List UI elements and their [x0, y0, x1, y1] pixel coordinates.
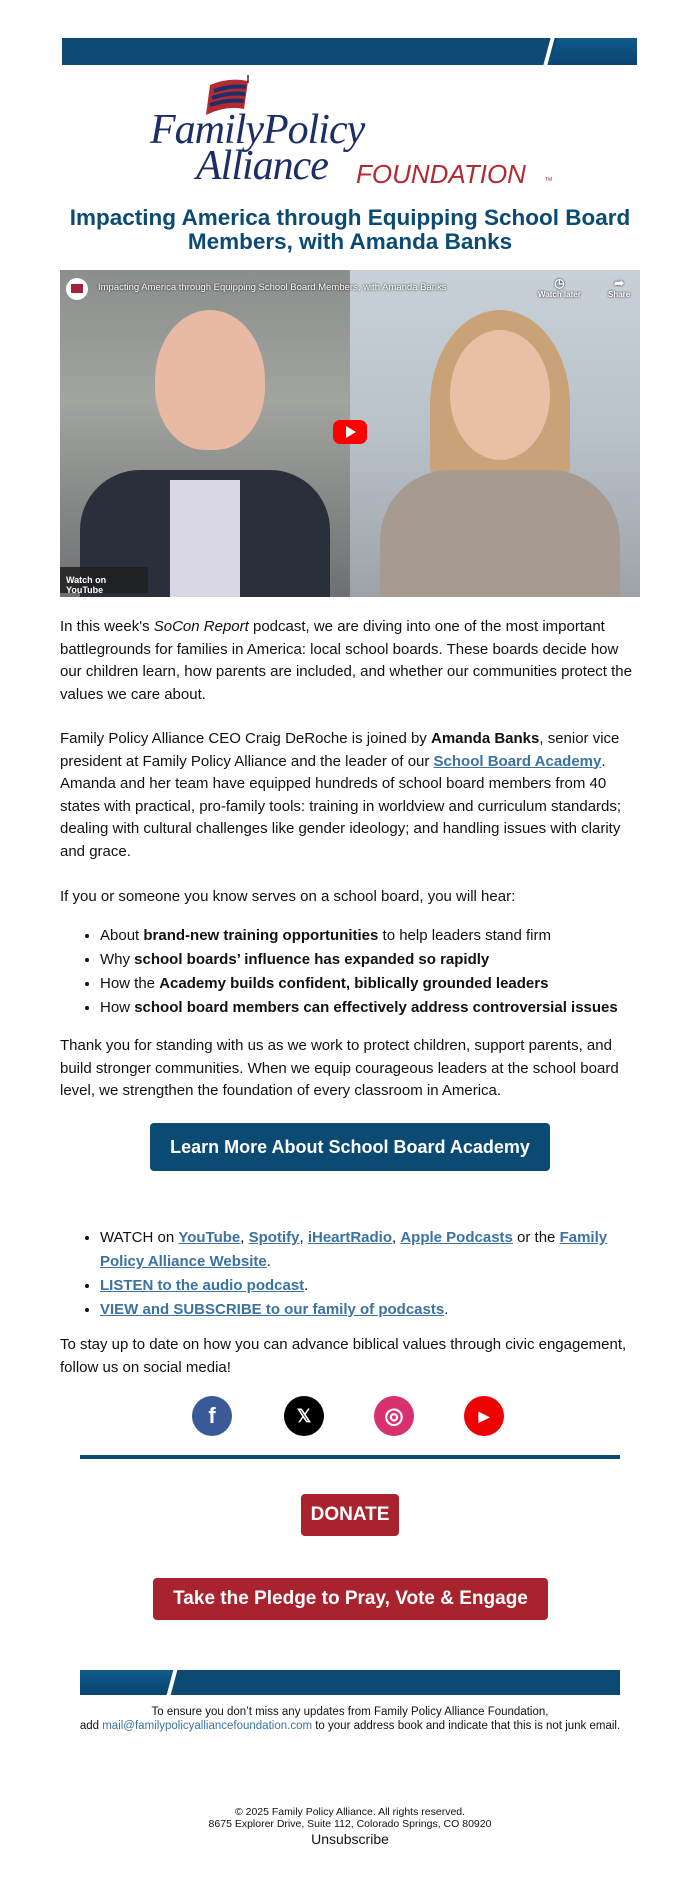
spotify-link[interactable]: Spotify: [248, 1229, 300, 1246]
donate-button[interactable]: DONATE: [301, 1494, 399, 1536]
copyright: © 2025 Family Policy Alliance. All rights reserved.: [234, 1806, 466, 1818]
header-banner: [62, 38, 637, 65]
iheartradio-link[interactable]: iHeartRadio: [307, 1229, 392, 1246]
video-right-pane: [350, 270, 640, 597]
video-left-pane: [60, 270, 350, 597]
logo-tm: TM: [545, 177, 553, 183]
guest-paragraph: Family Policy Alliance CEO Craig DeRoche is joined by Amanda Banks, senior vice president at Family Policy Alliance and the leader of our School Board Academy. Amanda and her team have equipped hundreds of school board members from 40 states with practical, pro-family tools: training in worldview and curriculum standards; dealing with cultural challenges like gender ideology; and handling issues with clarity and grace.: [60, 730, 622, 860]
subscribe-link[interactable]: VIEW and SUBSCRIBE to our family of podcasts: [100, 1301, 445, 1318]
email-link[interactable]: mail@familypolicyalliancefoundation.com: [102, 1720, 313, 1732]
school-board-academy-link[interactable]: School Board Academy: [433, 752, 602, 770]
youtube-logo: YouTube: [66, 585, 104, 595]
list-item: • VIEW and SUBSCRIBE to our family of podcasts.: [100, 1298, 640, 1322]
divider: [80, 1455, 620, 1459]
facebook-icon[interactable]: f: [192, 1396, 232, 1436]
logo-line1: FamilyPolicy: [150, 107, 365, 153]
list-item: • About brand-new training opportunities to help leaders stand firm: [100, 924, 640, 948]
list-item: • WATCH on YouTube, Spotify, iHeartRadio, Apple Podcasts or the Family Policy Alliance Website.: [100, 1226, 640, 1274]
apple-podcasts-link[interactable]: Apple Podcasts: [400, 1229, 513, 1246]
share-button[interactable]: ➦ Share: [608, 276, 631, 299]
safelist-note: To ensure you don’t miss any updates from Family Policy Alliance Foundation, add mail@familypolicyalliancefoundation.com to your address book and indicate that this is not junk email.: [79, 1706, 621, 1732]
thanks-paragraph: Thank you for standing with us as we work to protect children, support parents, and build stronger communities. When we equip courageous leaders at the school board level, we strengthen the foundation of every classroom in America.: [60, 1037, 619, 1099]
learn-more-button[interactable]: Learn More About School Board Academy: [150, 1123, 550, 1171]
social-paragraph: To stay up to date on how you can advance biblical values through civic engagement, follow us on social media!: [60, 1336, 627, 1376]
video-embed[interactable]: [60, 270, 640, 597]
watch-on-youtube-button[interactable]: Watch on YouTube: [60, 567, 148, 593]
logo-suffix: FOUNDATION: [356, 159, 526, 189]
unsubscribe-link[interactable]: Unsubscribe: [311, 1831, 389, 1847]
page-title: Impacting America through Equipping School Board Members, with Amanda Banks: [69, 205, 631, 254]
logo[interactable]: [140, 75, 560, 189]
listen-link[interactable]: LISTEN to the audio podcast: [100, 1277, 305, 1294]
list-item: • LISTEN to the audio podcast.: [100, 1274, 640, 1298]
address: 8675 Explorer Drive, Suite 112, Colorado Springs, CO 80920: [208, 1818, 492, 1830]
share-icon: ➦: [614, 276, 625, 290]
channel-avatar[interactable]: [66, 278, 88, 300]
video-title[interactable]: Impacting America through Equipping School Board Members, with Amanda Banks: [98, 282, 447, 293]
watch-later-button[interactable]: ◷ Watch later: [538, 276, 581, 299]
footer-banner: [80, 1670, 620, 1695]
youtube-icon[interactable]: ▶: [464, 1396, 504, 1436]
x-icon[interactable]: 𝕏: [284, 1396, 324, 1436]
youtube-link[interactable]: YouTube: [178, 1229, 241, 1246]
list-item: • How school board members can effectively address controversial issues: [100, 996, 640, 1020]
list-item: • How the Academy builds confident, biblically grounded leaders: [100, 972, 640, 996]
instagram-icon[interactable]: ◎: [374, 1396, 414, 1436]
hear-paragraph: If you or someone you know serves on a school board, you will hear:: [60, 888, 516, 905]
podcast-links-list: [60, 1226, 640, 1322]
clock-icon: ◷: [554, 276, 565, 290]
pledge-button[interactable]: Take the Pledge to Pray, Vote & Engage: [153, 1578, 548, 1620]
intro-paragraph: In this week's SoCon Report podcast, we are diving into one of the most important battlegrounds for families in America: local school boards. These boards decide how our children learn, how parents are included, and whether our communities protect the values we care about.: [60, 618, 632, 703]
website-link[interactable]: Family Policy Alliance Website: [100, 1229, 608, 1270]
play-button[interactable]: [333, 420, 367, 444]
logo-line2: Alliance: [196, 143, 328, 189]
topics-list: [60, 924, 640, 1020]
list-item: • Why school boards’ influence has expanded so rapidly: [100, 948, 640, 972]
